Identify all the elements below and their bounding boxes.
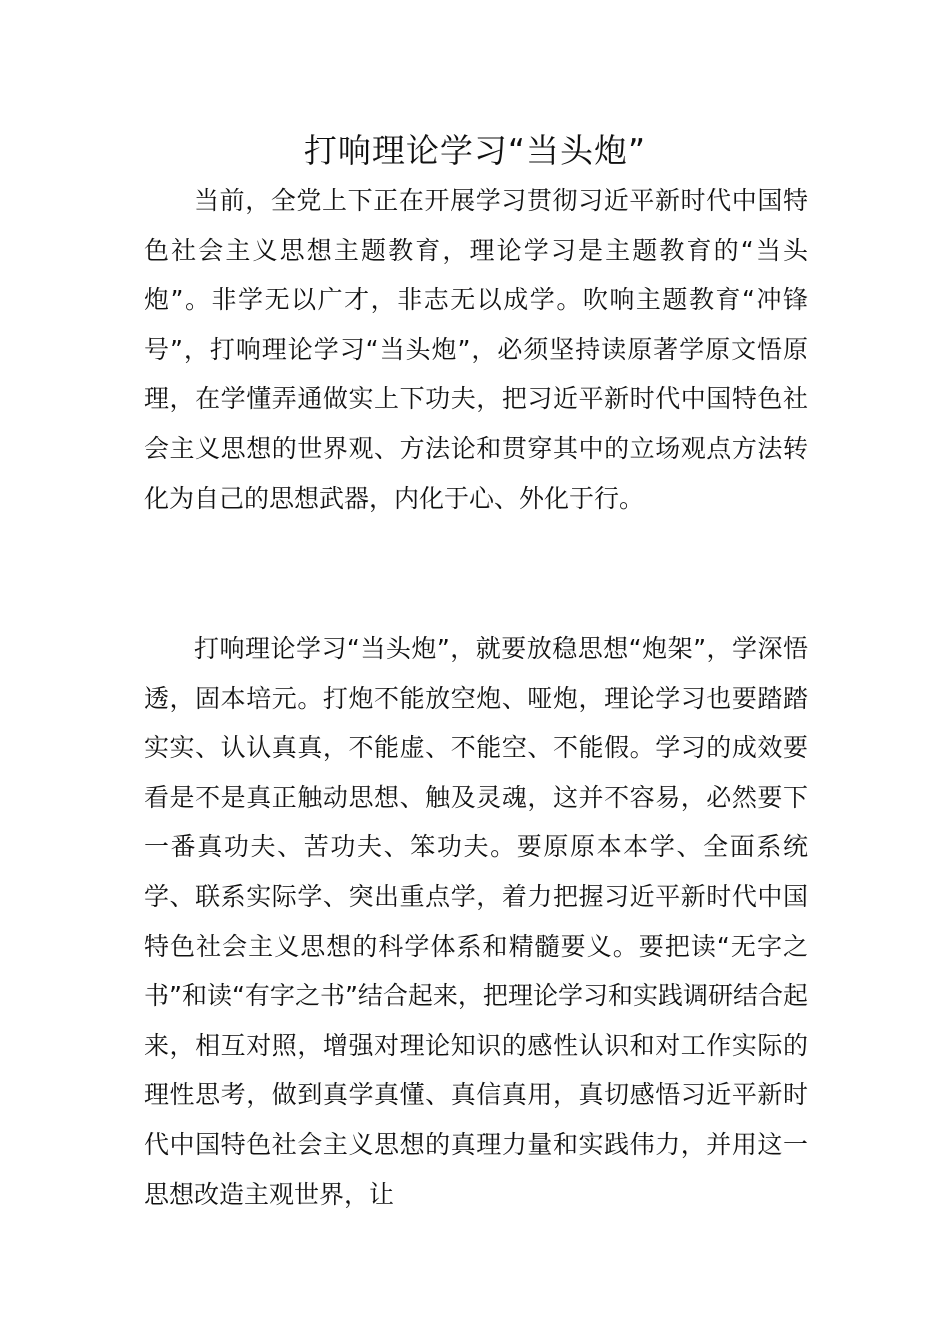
paragraph-2: 打响理论学习“当头炮”，就要放稳思想“炮架”，学深悟透，固本培元。打炮不能放空炮、哑炮，理论学习也要踏踏实实、认认真真，不能虚、不能空、不能假。学习的成效要看是不是真正触动思想、触及灵魂，这并不容易，必然要下一番真功夫、苦功夫、笨功夫。要原原本本学、全面系统学、联系实际学、突出重点学，着力把握习近平新时代中国特色社会主义思想的科学体系和精髓要义。要把读“无字之书”和读“有字之书”结合起来，把理论学习和实践调研结合起来，相互对照，增强对理论知识的感性认识和对工作实际的理性思考，做到真学真懂、真信真用，真切感悟习近平新时代中国特色社会主义思想的真理力量和实践伟力，并用这一思想改造主观世界，让: [144, 634, 808, 1209]
document-title: 打响理论学习“当头炮”: [303, 131, 647, 170]
paragraph-1: 当前，全党上下正在开展学习贯彻习近平新时代中国特色社会主义思想主题教育，理论学习是主题教育的“当头炮”。非学无以广才，非志无以成学。吹响主题教育“冲锋号”，打响理论学习“当头炮”，必须坚持读原著学原文悟原理，在学懂弄通做实上下功夫，把习近平新时代中国特色社会主义思想的世界观、方法论和贯穿其中的立场观点方法转化为自己的思想武器，内化于心、外化于行。: [144, 186, 808, 513]
